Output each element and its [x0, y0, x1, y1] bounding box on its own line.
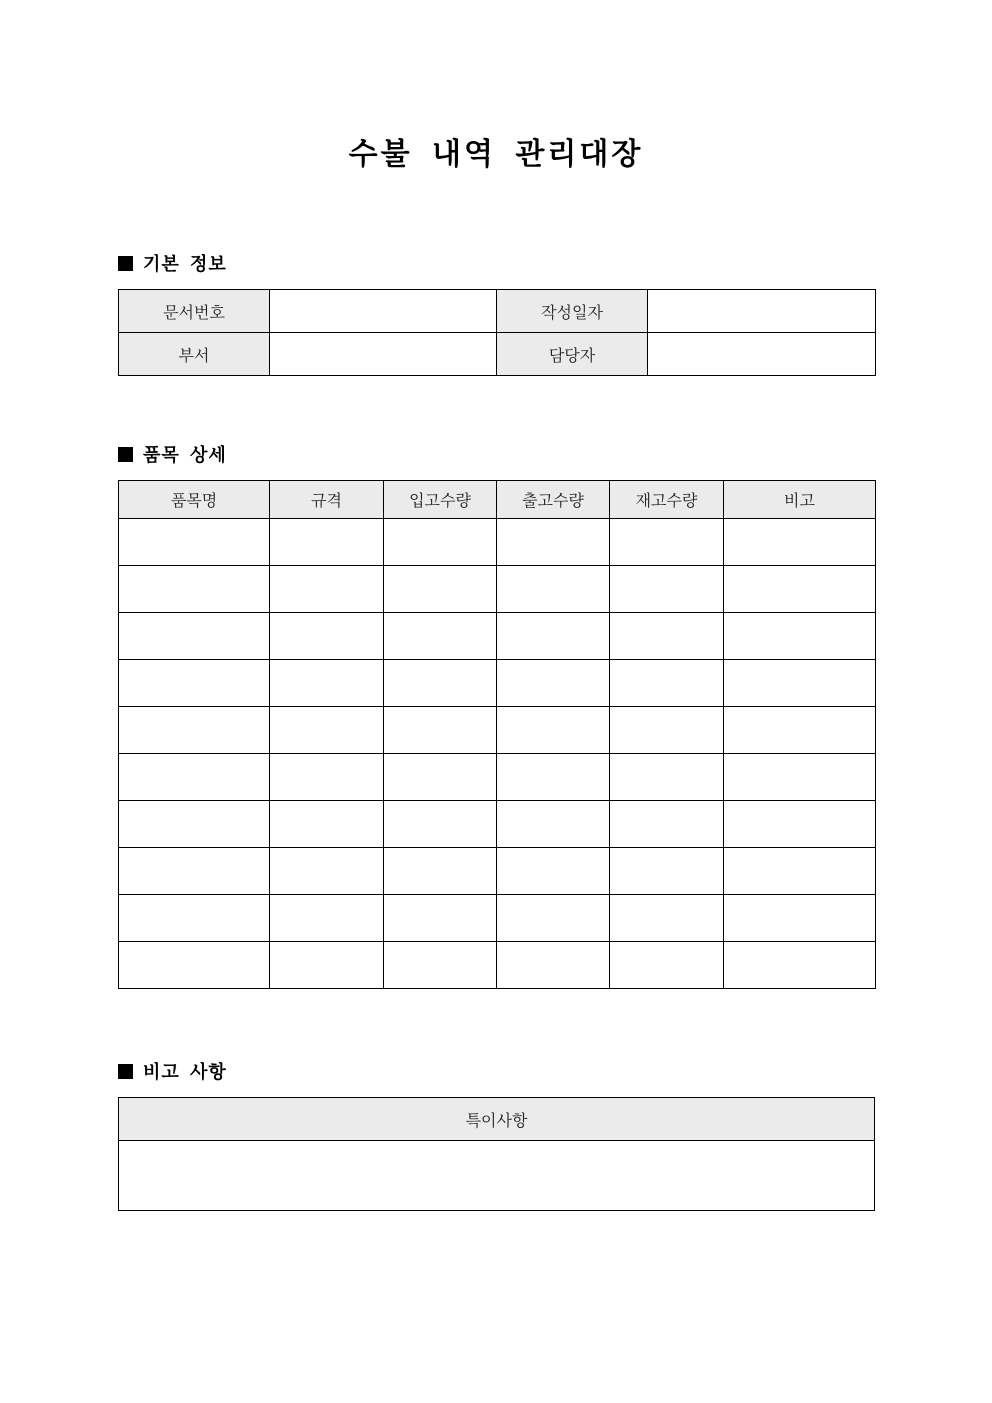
page-title: 수불 내역 관리대장 [348, 137, 644, 172]
item-name-cell[interactable] [119, 848, 270, 895]
table-row [119, 333, 876, 376]
received-qty-cell[interactable] [384, 707, 497, 754]
issued-qty-cell[interactable] [497, 613, 610, 660]
issued-qty-cell[interactable] [497, 660, 610, 707]
table-row [119, 613, 876, 660]
written-date-field[interactable] [648, 290, 876, 333]
item-name-cell[interactable] [119, 895, 270, 942]
spec-cell[interactable] [270, 801, 384, 848]
table-header-row [119, 481, 876, 519]
note-cell[interactable] [724, 895, 876, 942]
special-notes-field[interactable] [119, 1141, 875, 1211]
item-name-cell[interactable] [119, 801, 270, 848]
column-header-special-notes: 특이사항 [119, 1098, 875, 1141]
item-detail-heading-text: 품목 상세 [143, 445, 227, 466]
note-cell[interactable] [724, 942, 876, 989]
stock-qty-cell[interactable] [610, 895, 724, 942]
table-row [119, 660, 876, 707]
remarks-heading [118, 1060, 227, 1086]
note-cell[interactable] [724, 848, 876, 895]
basic-info-table [118, 289, 876, 376]
item-name-cell[interactable] [119, 519, 270, 566]
item-name-cell[interactable] [119, 754, 270, 801]
spec-cell[interactable] [270, 754, 384, 801]
table-row [119, 895, 876, 942]
spec-cell[interactable] [270, 707, 384, 754]
issued-qty-cell[interactable] [497, 942, 610, 989]
item-name-cell[interactable] [119, 942, 270, 989]
item-name-cell[interactable] [119, 566, 270, 613]
label-manager: 담당자 [497, 333, 648, 376]
basic-info-heading-text: 기본 정보 [143, 254, 227, 275]
note-cell[interactable] [724, 801, 876, 848]
column-header-spec: 규격 [270, 481, 384, 519]
spec-cell[interactable] [270, 566, 384, 613]
label-document-number: 문서번호 [119, 290, 270, 333]
table-row [119, 801, 876, 848]
received-qty-cell[interactable] [384, 660, 497, 707]
note-cell[interactable] [724, 519, 876, 566]
note-cell[interactable] [724, 660, 876, 707]
label-department: 부서 [119, 333, 270, 376]
note-cell[interactable] [724, 707, 876, 754]
received-qty-cell[interactable] [384, 613, 497, 660]
remarks-heading-text: 비고 사항 [143, 1062, 227, 1083]
manager-field[interactable] [648, 333, 876, 376]
received-qty-cell[interactable] [384, 754, 497, 801]
table-row [119, 707, 876, 754]
column-header-received-qty: 입고수량 [384, 481, 497, 519]
stock-qty-cell[interactable] [610, 754, 724, 801]
received-qty-cell[interactable] [384, 942, 497, 989]
received-qty-cell[interactable] [384, 848, 497, 895]
table-row [119, 519, 876, 566]
item-name-cell[interactable] [119, 660, 270, 707]
spec-cell[interactable] [270, 519, 384, 566]
column-header-issued-qty: 출고수량 [497, 481, 610, 519]
stock-qty-cell[interactable] [610, 942, 724, 989]
column-header-stock-qty: 재고수량 [610, 481, 724, 519]
item-name-cell[interactable] [119, 613, 270, 660]
stock-qty-cell[interactable] [610, 613, 724, 660]
table-row [119, 754, 876, 801]
spec-cell[interactable] [270, 942, 384, 989]
table-header-row [119, 1098, 875, 1141]
basic-info-heading [118, 252, 227, 278]
stock-qty-cell[interactable] [610, 519, 724, 566]
department-field[interactable] [270, 333, 497, 376]
received-qty-cell[interactable] [384, 566, 497, 613]
black-square-icon [118, 1064, 133, 1079]
issued-qty-cell[interactable] [497, 754, 610, 801]
received-qty-cell[interactable] [384, 895, 497, 942]
table-row [119, 942, 876, 989]
spec-cell[interactable] [270, 895, 384, 942]
issued-qty-cell[interactable] [497, 519, 610, 566]
issued-qty-cell[interactable] [497, 566, 610, 613]
table-row [119, 1141, 875, 1211]
spec-cell[interactable] [270, 613, 384, 660]
column-header-note: 비고 [724, 481, 876, 519]
issued-qty-cell[interactable] [497, 801, 610, 848]
issued-qty-cell[interactable] [497, 707, 610, 754]
issued-qty-cell[interactable] [497, 895, 610, 942]
note-cell[interactable] [724, 566, 876, 613]
received-qty-cell[interactable] [384, 519, 497, 566]
item-detail-table [118, 480, 876, 989]
spec-cell[interactable] [270, 848, 384, 895]
issued-qty-cell[interactable] [497, 848, 610, 895]
black-square-icon [118, 447, 133, 462]
table-row [119, 566, 876, 613]
column-header-item-name: 품목명 [119, 481, 270, 519]
note-cell[interactable] [724, 613, 876, 660]
black-square-icon [118, 256, 133, 271]
stock-qty-cell[interactable] [610, 707, 724, 754]
stock-qty-cell[interactable] [610, 660, 724, 707]
label-written-date: 작성일자 [497, 290, 648, 333]
document-number-field[interactable] [270, 290, 497, 333]
stock-qty-cell[interactable] [610, 801, 724, 848]
stock-qty-cell[interactable] [610, 566, 724, 613]
item-detail-heading [118, 443, 227, 469]
table-row [119, 290, 876, 333]
stock-qty-cell[interactable] [610, 848, 724, 895]
received-qty-cell[interactable] [384, 801, 497, 848]
spec-cell[interactable] [270, 660, 384, 707]
table-row [119, 848, 876, 895]
remarks-table [118, 1097, 875, 1211]
item-name-cell[interactable] [119, 707, 270, 754]
note-cell[interactable] [724, 754, 876, 801]
